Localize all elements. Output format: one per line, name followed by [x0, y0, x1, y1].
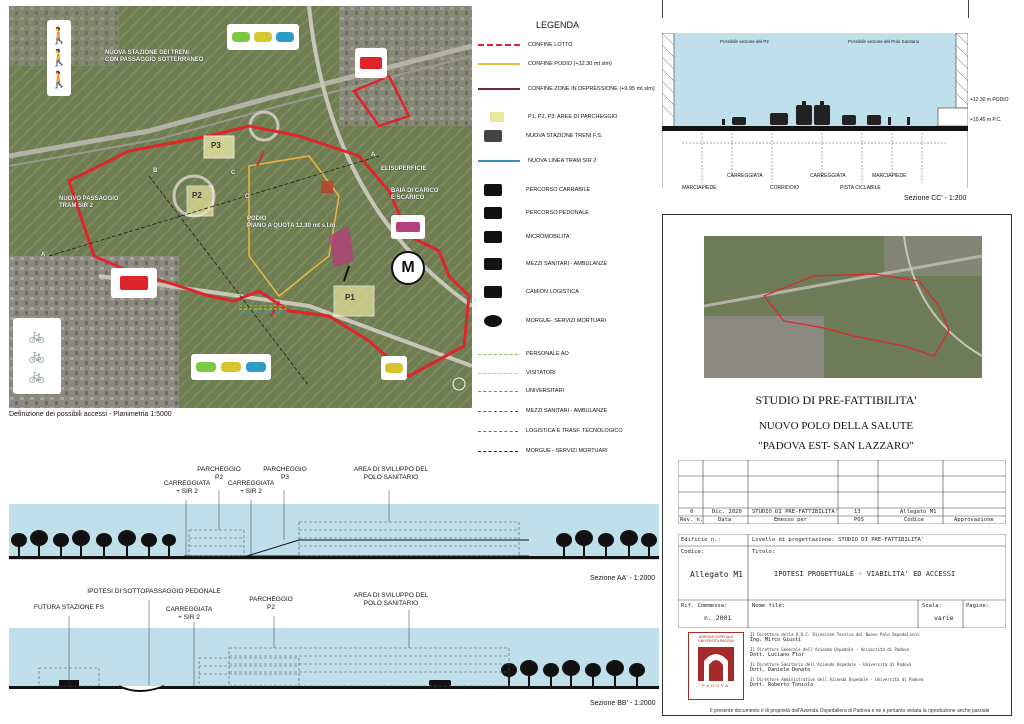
legend-label: LOGISTICA E TRASF. TECNOLOGICO — [526, 428, 623, 434]
logo-arch-icon — [696, 643, 736, 683]
legend-swatch-icon — [484, 315, 502, 327]
legend-item — [478, 408, 607, 414]
aa-carreggiata-right: CARREGGIATA + SIR 2 — [227, 480, 275, 495]
legend-swatch-icon — [478, 373, 518, 374]
signature-name: Dott. Luciano Flor — [750, 652, 805, 658]
legend-swatch-icon — [484, 258, 502, 270]
legend-swatch-icon — [478, 44, 520, 46]
legend-swatch-icon — [478, 391, 518, 392]
pedestrian-blue-icon: 🚶 — [49, 72, 69, 89]
rev-header-approval: Approvazione — [954, 517, 994, 523]
legend-swatch-icon — [484, 231, 502, 243]
legend-label: VISITATORI — [526, 370, 556, 376]
legend-item — [478, 184, 590, 196]
legend-label: PERCORSO PEDONALE — [526, 210, 589, 216]
legend-swatch-icon — [478, 354, 518, 355]
section-cc-caption: Sezione CC' - 1:200 — [904, 195, 967, 202]
legend-label: PERCORSO CARRABILE — [526, 187, 591, 193]
codice-label: Codice: — [681, 549, 705, 555]
signature-role: Il Direttore Generale dell'Azienda Ospedale - Università di Padova — [750, 647, 909, 652]
cc-label-carreggiata-2: CARREGGIATA — [810, 173, 846, 179]
bb-sottopassaggio: IPOTESI DI SOTTOPASSAGGIO PEDONALE — [87, 588, 221, 595]
legend-swatch-icon — [478, 411, 518, 412]
signature-role: Il Direttore della U.O.C. Direzione Tecnica del Nuovo Polo Ospedaliero: — [750, 632, 921, 637]
bb-area-sviluppo: AREA DI SVILUPPO DEL POLO SANITARIO — [353, 592, 429, 607]
legend-item — [478, 286, 579, 298]
hospital-logo — [688, 632, 744, 700]
car-access-icons-top — [227, 24, 299, 50]
dock-label: BAIA DI CARICO E SCARICO — [391, 188, 439, 201]
section-bb-caption: Sezione BB' - 1:2000 — [590, 700, 656, 707]
legend-item — [478, 112, 617, 122]
car-blue-icon — [276, 32, 294, 42]
ambulance-icon-left — [111, 268, 157, 298]
legend-item — [478, 130, 602, 142]
legend-swatch-icon — [490, 112, 504, 122]
title-location: "PADOVA EST- SAN LAZZARO" — [758, 440, 914, 452]
aa-parcheggio-p3: PARCHEGGIO P3 — [263, 466, 307, 481]
cc-label-pista-ciclabile: PISTA CICLABILE — [840, 185, 881, 191]
legend-swatch-icon — [478, 63, 520, 65]
legend-label: CAMION LOGISTICA — [526, 289, 579, 295]
legend-swatch-icon — [478, 88, 520, 90]
pedestrian-yellow-icon: 🚶 — [49, 50, 69, 67]
location-aerial-photo — [704, 236, 982, 378]
section-mark-c: C — [231, 170, 236, 176]
commessa-label: Rif. Commessa: — [681, 603, 728, 609]
bb-parcheggio-p2: PARCHEGGIO P2 — [249, 596, 293, 611]
aa-parcheggio-p2: PARCHEGGIO P2 — [197, 466, 241, 481]
cc-pc-level: +10.45 m P.C. — [970, 117, 1002, 123]
legend-item — [478, 370, 556, 376]
cc-label-carreggiata-1: CARREGGIATA — [727, 173, 763, 179]
signature-role: Il Direttore Amministrativo dell'Azienda Ospedale - Università di Padova — [750, 677, 924, 682]
legend-swatch-icon — [484, 207, 502, 219]
bicycle-access-icons — [13, 318, 61, 394]
legend-swatch-icon — [484, 184, 502, 196]
car-yellow-icon — [254, 32, 272, 42]
legend-label: CONFINE ZONE IN DEPRESSIONE (+9.95 mt slm) — [528, 86, 655, 92]
nome-file-label: Nome file: — [752, 603, 786, 609]
section-aa-caption: Sezione AA' - 1:2000 — [590, 575, 656, 582]
legend-label: MICROMOBILITA' — [526, 234, 571, 240]
edificio-label: Edificio n.: — [681, 537, 721, 543]
legend-label: NUOVA STAZIONE TRENI F.S. — [526, 133, 603, 139]
scala-label: Scala: — [922, 603, 942, 609]
car-green-icon — [232, 32, 250, 42]
rev-date: Dic. 2020 — [712, 509, 742, 515]
cc-label-marciapiede-1: MARCIAPIEDE — [682, 185, 717, 191]
legend-label: NUOVA LINEA TRAM SIR 2 — [528, 158, 597, 164]
bicycle-yellow-icon: 🚲 — [28, 348, 46, 363]
pedestrian-access-icons — [47, 20, 71, 96]
rev-issued: STUDIO DI PRE-FATTIBILITA' — [752, 509, 839, 515]
cc-label-marciapiede-2: MARCIAPIEDE — [872, 173, 907, 179]
legend-item — [478, 315, 606, 327]
legend-label: CONFINE PODIO (+12.30 mt slm) — [528, 61, 612, 67]
cc-top-left-label: Possibile sezione del P2 — [720, 39, 769, 44]
legend-label: MEZZI SANITARI - AMBULANZE — [526, 261, 608, 267]
car-icon-right — [381, 356, 407, 380]
logo-bottom-text: PADOVA — [701, 683, 731, 688]
parking-p2-label: P2 — [192, 191, 202, 200]
legend-title: LEGENDA — [536, 20, 580, 30]
logo-text: AZIENDA OSPEDALE UNIVERSITA PADOVA — [698, 635, 734, 643]
rev-header-issued: Emesso per — [774, 517, 808, 523]
logistics-truck-icon — [391, 215, 425, 239]
legend-swatch-icon — [478, 160, 520, 162]
pedestrian-green-icon: 🚶 — [49, 28, 69, 45]
aa-area-sviluppo: AREA DI SVILUPPO DEL POLO SANITARIO — [353, 466, 429, 481]
map-caption: Definizione dei possibili accessi - Planimetria 1:5000 — [9, 411, 172, 418]
section-mark-b: B — [153, 168, 158, 174]
site-plan-map — [9, 6, 472, 408]
livello-label: Livello di progettazione: STUDIO DI PRE-FATTIBILITA' — [752, 537, 925, 543]
legend-label: MEZZI SANITARI - AMBULANZE — [526, 408, 608, 414]
parking-p3-label: P3 — [211, 141, 221, 150]
legend-label: MORGUE- SERVIZI MORTUARI — [526, 318, 607, 324]
legend-item — [478, 42, 573, 48]
helipad-label: ELISUPERFICIE — [381, 166, 427, 172]
title-project: NUOVO POLO DELLA SALUTE — [758, 420, 914, 432]
titolo-value: IPOTESI PROGETTUALE - VIABILITA' ED ACCESSI — [774, 570, 956, 578]
ownership-footer: Il presente documento è di proprietà dell'Azienda Ospedaliera di Padova e ne è pertanto vietata la riproduzione anche parziale — [710, 708, 990, 714]
section-mark-a-prime: A' — [41, 252, 47, 258]
signatures — [750, 632, 1004, 688]
revision-table — [678, 460, 1006, 524]
cc-podio-level: +12.30 m PODIO — [970, 97, 1009, 103]
legend-label: CONFINE LOTTO — [528, 42, 573, 48]
legend-item — [478, 158, 596, 164]
rev-header-pos: POS — [854, 517, 864, 523]
legend-label: P1, P2, P3: AREE DI PARCHEGGIO — [528, 114, 618, 120]
legend-label: PERSONALE AO — [526, 351, 569, 357]
section-mark-a: A — [371, 152, 376, 158]
commessa-value: n. 2001 — [704, 614, 732, 622]
signature-role: Il Direttore Sanitario dell'Azienda Ospedale - Università di Padova — [750, 662, 912, 667]
legend-swatch-icon — [484, 130, 502, 142]
section-cc — [662, 33, 1009, 191]
project-info-grid — [678, 534, 1006, 628]
cc-top-right-label: Possibile sezione del Polo Sanitario — [848, 39, 920, 44]
passage-label: NUOVO PASSAGGIO TRAM SIR 2 — [59, 196, 119, 209]
cc-label-corridoio: CORRIDOIO — [770, 185, 799, 191]
legend-label: MORGUE - SERVIZI MORTUARI — [526, 448, 608, 454]
rev-header-date: Data — [718, 517, 732, 523]
rev-header-n: Rev. n. — [680, 517, 704, 523]
bicycle-blue-icon: 🚲 — [28, 368, 46, 383]
bb-carreggiata: CARREGGIATA + SIR 2 — [165, 606, 213, 621]
pagine-label: Pagine: — [966, 603, 990, 609]
aa-carreggiata-left: CARREGGIATA + SIR 2 — [163, 480, 211, 495]
legend-item — [478, 207, 589, 219]
signature-name: Dott. Daniele Donato — [750, 667, 811, 673]
legend-item — [478, 351, 569, 357]
bicycle-green-icon: 🚲 — [28, 328, 46, 343]
bb-futura-stazione: FUTURA STAZIONE FS — [34, 604, 104, 611]
rev-pos: 13 — [854, 509, 861, 515]
rev-number: 0 — [690, 509, 694, 515]
rev-code: Allegato M1 — [900, 509, 937, 515]
section-bb — [9, 588, 659, 700]
signature-name: Ing. Mirco Giusti — [750, 637, 802, 643]
parking-p1-label: P1 — [345, 293, 355, 302]
rev-header-code: Codice — [904, 517, 924, 523]
legend-item — [478, 86, 655, 92]
legend-item — [478, 61, 612, 67]
podium-label: PODIO PIANO A QUOTA 12.30 mt s.l.m. — [247, 216, 337, 229]
car-access-icons-bottom — [191, 354, 271, 380]
signature-name: Dott. Roberto Toniolo — [750, 682, 814, 688]
section-mark-c-prime: C' — [245, 194, 251, 200]
title-study: STUDIO DI PRE-FATTIBILITA' — [755, 393, 917, 407]
morgue-icon: M — [391, 251, 425, 285]
codice-value: Allegato M1 — [690, 570, 743, 579]
legend-item — [478, 258, 607, 270]
legend-item — [478, 388, 564, 394]
section-cc-drawing — [662, 33, 968, 188]
scala-value: varie — [934, 614, 954, 622]
legend-item — [478, 231, 571, 243]
titolo-label: Titolo: — [752, 549, 776, 555]
section-aa — [9, 430, 659, 575]
legend-label: UNIVERSITARI — [526, 388, 565, 394]
station-label: NUOVA STAZIONE DEI TRENI CON PASSAGGIO SOTTERRANEO — [105, 50, 204, 63]
legend-swatch-icon — [484, 286, 502, 298]
ambulance-icon-top — [355, 48, 387, 78]
